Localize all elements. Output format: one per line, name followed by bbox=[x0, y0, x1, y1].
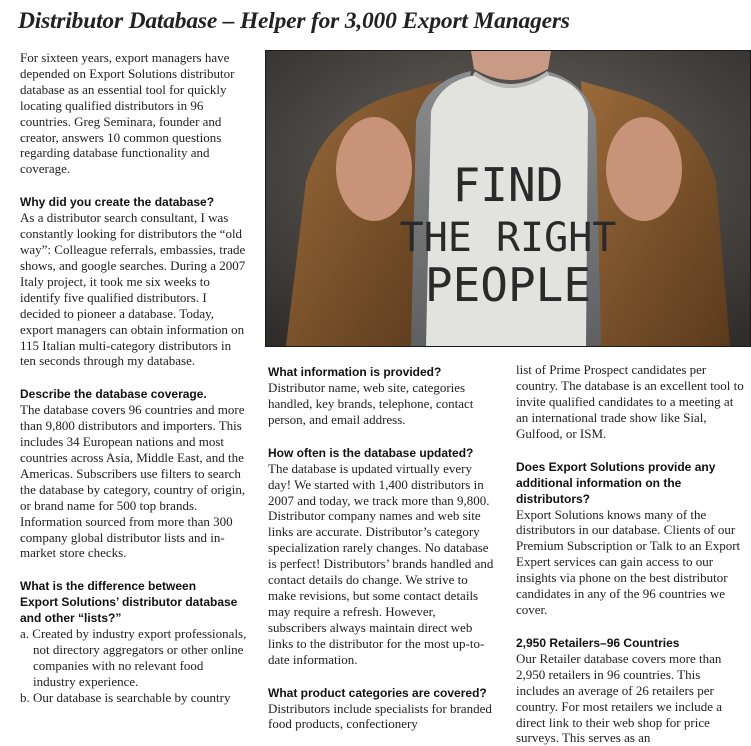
difference-list bbox=[20, 626, 248, 706]
continued-paragraph: list of Prime Prospect candidates per country. The database is an excellent tool to invite qualified candidates to a meeting at an international trade show like Sial, Gulfood, or ISM. bbox=[516, 362, 744, 441]
column-2 bbox=[268, 364, 496, 732]
answer-why-created: As a distributor search consultant, I was constantly looking for distributors the “old way”: Colleague referrals, embassies, trade shows, and google searches. During a 2007 Italy project, it took me six weeks to identify five qualified distributors. I decided to pioneer a database. Today, export managers can obtain information on 115 Italian multi-category distributors in ten seconds through my database. bbox=[20, 210, 246, 369]
question-additional-info-line-2: additional information on the distributors? bbox=[516, 475, 682, 506]
shirt-text-find: FIND bbox=[452, 158, 564, 212]
shirt-text-the-right: THE RIGHT bbox=[399, 215, 617, 261]
hero-photo bbox=[265, 50, 751, 347]
question-categories: What product categories are covered? bbox=[268, 685, 487, 700]
question-difference-line-2: Export Solutions’ distributor database bbox=[20, 595, 238, 610]
question-additional-info bbox=[516, 459, 746, 507]
question-why-created: Why did you create the database? bbox=[20, 195, 215, 210]
answer-additional-info: Export Solutions knows many of the distributors in our database. Clients of our Premium Subscription or Talk to an Export Expert services can gain access to our insights via phone on the best distributor candidates in any of the 96 countries we cover. bbox=[516, 506, 741, 617]
page-title: Distributor Database – Helper for 3,000 Export Managers bbox=[18, 8, 570, 34]
heading-retailers: 2,950 Retailers–96 Countries bbox=[516, 635, 680, 650]
intro-paragraph: For sixteen years, export managers have depended on Export Solutions distributor database as an essential tool for quickly locating qualified distributors in 96 countries. Greg Seminara, founder and creator, answers 10 common questions regarding database functionality and coverage. bbox=[20, 50, 235, 177]
left-hand bbox=[336, 117, 412, 221]
answer-categories: Distributors include specialists for branded food products, confectionery bbox=[268, 700, 492, 732]
column-3 bbox=[516, 362, 746, 746]
man-in-jacket-illustration bbox=[266, 51, 750, 346]
answer-update-frequency: The database is updated virtually every day! We started with 1,400 distributors in 2007 and today, we track more than 9,800. Distributor company names and web site links are accurate. Distributor’s category specialization rarely changes. No database is perfect! Distributors’ brands handled and contact details do change. We strive to make revisions, but some contact details may require a refresh. However, subscribers always maintain direct web links to the distributor for the most up-to-date information. bbox=[268, 460, 494, 667]
right-hand bbox=[606, 117, 682, 221]
list-item: b. Our database is searchable by country bbox=[20, 690, 231, 705]
list-item: a. Created by industry export professionals, not directory aggregators or other online companies with no relevant food industry experience. bbox=[20, 626, 247, 690]
question-information: What information is provided? bbox=[268, 365, 442, 379]
shirt-text-people: PEOPLE bbox=[424, 258, 592, 312]
question-update-frequency: How often is the database updated? bbox=[268, 445, 474, 460]
answer-coverage: The database covers 96 countries and more than 9,800 distributors and importers. This includes 34 European nations and most countries across Asia, Middle East, and the Americas. Subscribers use filters to search the database by category, country of origin, or brand name for 500 top brands. Information sourced from more than 300 company global distributor lists and in-market store checks. bbox=[20, 402, 246, 561]
question-coverage: Describe the database coverage. bbox=[20, 387, 207, 402]
question-additional-info-line-1: Does Export Solutions provide any bbox=[516, 459, 716, 474]
answer-retailers: Our Retailer database covers more than 2,950 retailers in 96 countries. This includes an average of 26 retailers per country. For most retailers we include a direct link to their web shop for price surveys. This serves as an bbox=[516, 650, 723, 746]
question-difference bbox=[20, 578, 248, 626]
question-difference-line-1: What is the difference between bbox=[20, 579, 197, 594]
answer-information: Distributor name, web site, categories handled, key brands, telephone, contact person, and email address. bbox=[268, 380, 474, 427]
question-difference-line-3: and other “lists?” bbox=[20, 611, 122, 626]
column-1 bbox=[20, 50, 248, 706]
